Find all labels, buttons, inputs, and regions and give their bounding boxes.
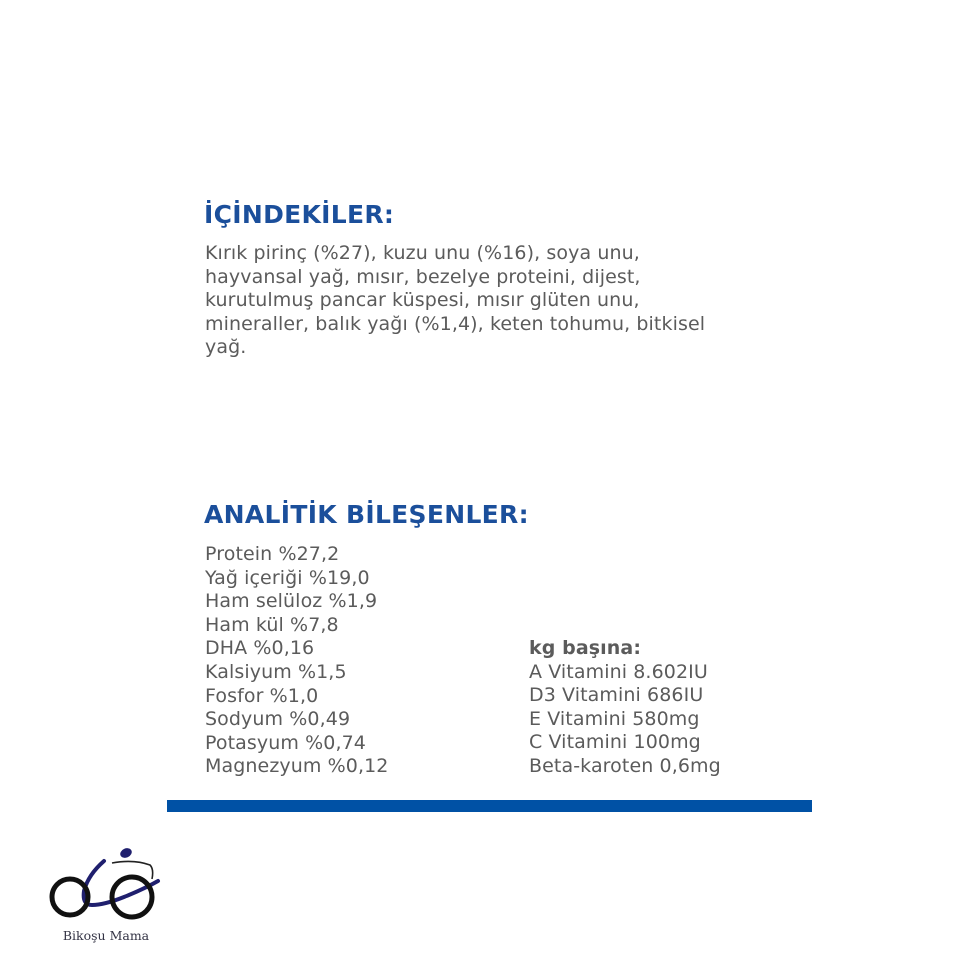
logo-text: Bikoşu Mama [62, 928, 150, 943]
analytic-title: ANALİTİK BİLEŞENLER: [204, 500, 529, 529]
analytic-item: Protein %27,2 [205, 543, 340, 565]
analytic-list [205, 543, 389, 779]
ingredients-line: mineraller, balık yağı (%1,4), keten tohumu, bitkisel [205, 312, 706, 335]
ingredients-line: Kırık pirinç (%27), kuzu unu (%16), soya unu, [205, 242, 640, 264]
analytic-item: Kalsiyum %1,5 [205, 660, 347, 683]
vitamin-item: Beta-karoten 0,6mg [529, 754, 721, 777]
ingredients-line: hayvansal yağ, mısır, bezelye proteini, dijest, [205, 265, 641, 288]
vitamin-item: D3 Vitamini 686IU [529, 684, 704, 707]
ingredients-line: yağ. [205, 336, 247, 359]
analytic-item: Ham kül %7,8 [205, 613, 339, 636]
ingredients-line: kurutulmuş pancar küspesi, mısır glüten unu, [205, 289, 640, 312]
vitamin-title: kg başına: [529, 637, 642, 659]
bicycle-rider-icon [44, 845, 164, 925]
analytic-item: Magnezyum %0,12 [205, 755, 389, 778]
vitamin-item: C Vitamini 100mg [529, 731, 701, 754]
analytic-item: Yağ içeriği %19,0 [205, 566, 370, 589]
vitamin-item: A Vitamini 8.602IU [529, 660, 708, 683]
vitamin-list [529, 637, 721, 779]
ingredients-title: İÇİNDEKİLER: [204, 200, 395, 229]
analytic-item: Ham selüloz %1,9 [205, 590, 378, 613]
vitamin-item: E Vitamini 580mg [529, 707, 700, 730]
analytic-item: Fosfor %1,0 [205, 684, 319, 707]
analytic-item: DHA %0,16 [205, 637, 315, 660]
divider-bar [167, 800, 812, 812]
ingredients-text [205, 242, 805, 360]
analytic-item: Potasyum %0,74 [205, 731, 366, 754]
analytic-item: Sodyum %0,49 [205, 708, 351, 731]
